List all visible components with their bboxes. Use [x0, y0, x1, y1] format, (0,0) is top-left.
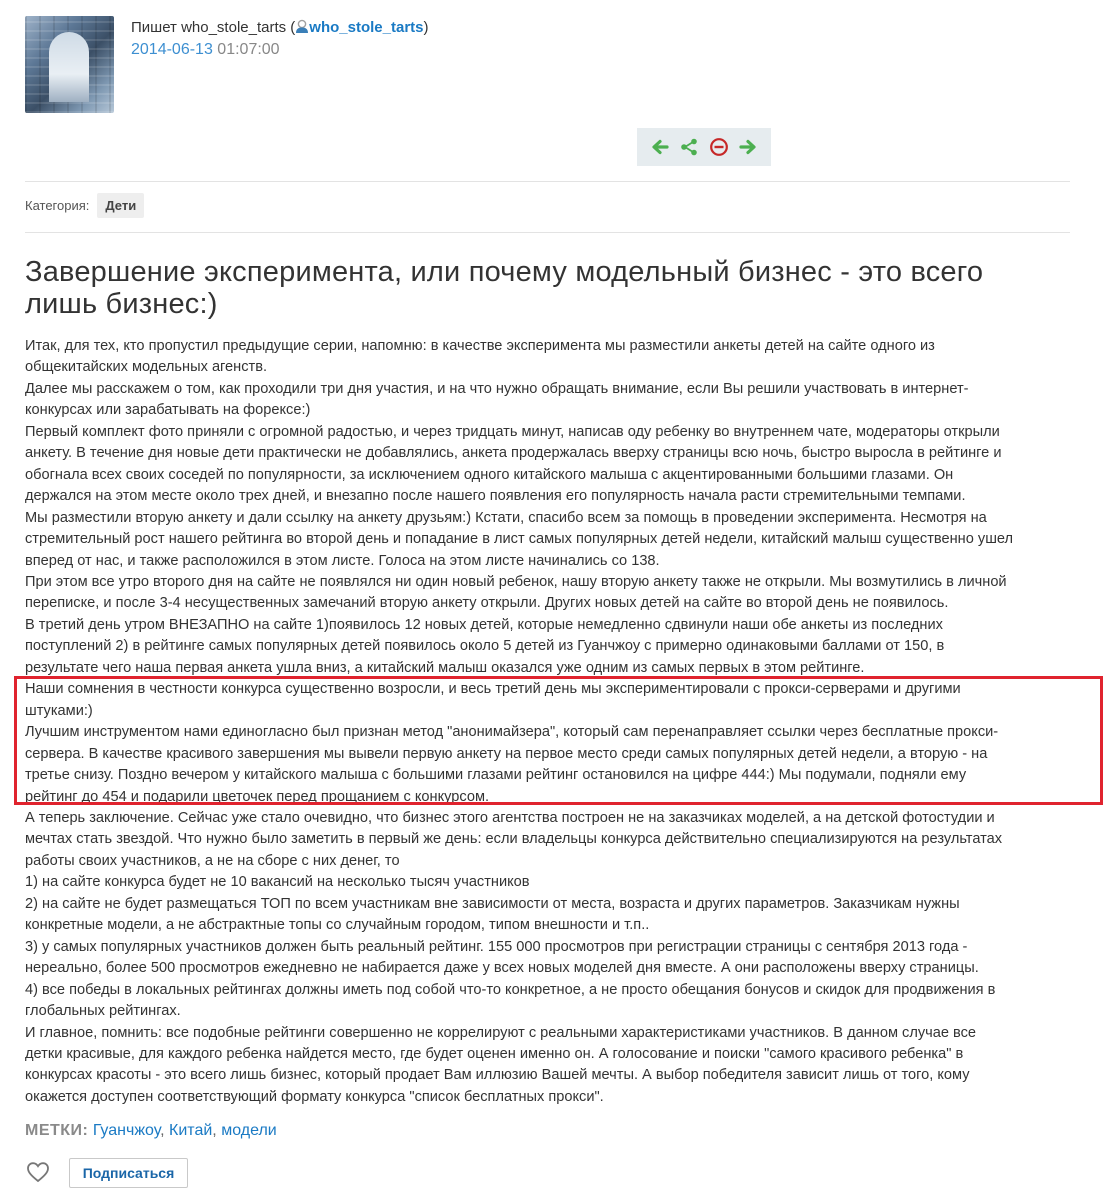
share-button[interactable] [678, 136, 700, 158]
next-entry-button[interactable] [737, 136, 759, 158]
post-body-line: В третий день утром ВНЕЗАПНО на сайте 1)появилось 12 новых детей, которые немедленно сдвинули наши обе анкеты из последних [25, 616, 943, 633]
author-link[interactable]: who_stole_tarts [309, 19, 424, 36]
share-icon [679, 137, 699, 157]
post-body-line: общекитайских модельных агенств. [25, 359, 268, 376]
post-body-line: конкурсах или зарабатывать на форексе:) [25, 402, 311, 419]
divider-category [25, 232, 1070, 233]
block-button[interactable] [708, 136, 730, 158]
post-body-line: При этом все утро второго дня на сайте не появлялся ни один новый ребенок, нашу вторую анкету также не открыли. Мы возмутились в личной [25, 573, 1007, 590]
post-body-line: нереально, более 500 просмотров ежедневно не набирается даже у всех новых моделей дня вместе. А они расположены вверху страницы. [25, 960, 979, 977]
byline [131, 19, 429, 36]
block-icon [709, 137, 729, 157]
prev-icon [650, 137, 670, 157]
user-icon[interactable] [295, 19, 309, 34]
post-body-line: третье снизу. Поздно вечером у китайского малыша с большими глазами рейтинг остановился на цифре 444:) Мы подумали, подняли ему [25, 767, 967, 784]
post-body [25, 336, 1085, 1108]
post-body-line: Первый комплект фото приняли с огромной радостью, и через тридцать минут, написав оду ребенку во внутреннем чате, модераторы открыли [25, 423, 1000, 440]
post-body-line: вперед от нас, и также расположился в этом листе. Голоса на этом листе начинались со 138. [25, 552, 660, 569]
post-body-line: Мы разместили вторую анкету и дали ссылку на анкету друзьям:) Кстати, спасибо всем за помощь в проведении эксперимента. Несмотря на [25, 509, 987, 526]
avatar-arch [49, 32, 89, 102]
post-body-line: конкретные модели, а не абстрактные топы со случайным городом, типом внешности и т.п.. [25, 917, 650, 934]
post-title-line-1: Завершение эксперимента, или почему модельный бизнес - это всего [25, 256, 984, 288]
subscribe-button[interactable]: Подписаться [69, 1158, 188, 1188]
post-datetime [131, 41, 280, 59]
post-date[interactable]: 2014-06-13 [131, 41, 213, 58]
post-body-line: А теперь заключение. Сейчас уже стало очевидно, что бизнес этого агентства построен не на заказчиках моделей, а на детской фотостудии и [25, 809, 995, 826]
post-body-line: Далее мы расскажем о том, как проходили три дня участия, и на что нужно обращать внимание, если Вы решили участвовать в интернет- [25, 380, 969, 397]
post-title-line-2: лишь бизнес:) [25, 288, 218, 320]
post-body-line: мечтах стать звездой. Что нужно было заметить в первый же день: если владельцы конкурса действительно специализируются на результатах [25, 831, 1003, 848]
category-row [25, 193, 144, 218]
post-title [25, 256, 1085, 320]
post-body-line: 3) у самых популярных участников должен быть реальный рейтинг. 155 000 просмотров при регистрации страницы с сентября 2013 года - [25, 938, 968, 955]
post-body-line: поступлений 2) в рейтинге самых популярных детей появилось около 5 детей из Гуанчжоу с примерно одинаковыми баллами от 150, в [25, 638, 945, 655]
tag-separator: , [160, 1122, 165, 1139]
post-body-line: переписке, и после 3-4 несущественных замечаний вторую анкету открыли. Других новых детей на сайте во второй день не появилось. [25, 595, 949, 612]
post-body-line: держался на этом месте около трех дней, и внезапно после нашего появления его популярность начала расти стремительными темпами. [25, 488, 966, 505]
post-body-line: 4) все победы в локальных рейтингах должны иметь под собой что-то конкретное, а не просто обещания бонусов и скидок для продвижения в [25, 981, 996, 998]
post-body-line: анкету. В течение дня новые дети практически не добавлялись, анкета продержалась вверху страницы всю ночь, быстро выросла в рейтинге и [25, 445, 1002, 462]
byline-prefix: Пишет who_stole_tarts ( [131, 19, 296, 36]
post-body-line: детки красивые, для каждого ребенка найдется место, где будет оценен именно он. А голосование и поиски "самого красивого ребенка" в [25, 1045, 964, 1062]
post-body-line: Итак, для тех, кто пропустил предыдущие серии, напомню: в качестве эксперимента мы разместили анкеты детей на сайте одного из [25, 338, 935, 354]
tags-label: МЕТКИ: [25, 1122, 89, 1139]
tag-models[interactable]: модели [221, 1122, 277, 1139]
post-body-line: сервера. В качестве красивого завершения мы вывели первую анкету на первое место среди самых популярных детей недели, а вторую - на [25, 745, 988, 762]
tag-china[interactable]: Китай [169, 1122, 213, 1139]
tag-guangzhou[interactable]: Гуанчжоу [92, 1122, 161, 1139]
post-body-line: стремительный рост нашего рейтинга во второй день и попадание в лист самых популярных детей недели, китайский малыш существенно ушел [25, 531, 1014, 548]
post-body-line: глобальных рейтингах. [25, 1003, 181, 1020]
post-body-line: 2) на сайте не будет размещаться ТОП по всем участникам вне зависимости от места, возраста и других параметров. Заказчикам нужны [25, 895, 960, 912]
post-body-line: результате чего наша первая анкета ушла вниз, а китайский малыш оказался уже одним из самых первых в этом рейтинге. [25, 659, 865, 676]
post-body-line: конкурсах красоты - это всего лишь бизнес, который продает Вам иллюзию Вашей мечты. А выбор победителя зависит лишь от того, кому [25, 1067, 970, 1084]
tag-separator: , [212, 1122, 217, 1139]
post-body-line: Наши сомнения в честности конкурса существенно возросли, и весь третий день мы экспериментировали с прокси-серверами и другими [25, 681, 961, 698]
byline-suffix: ) [423, 19, 429, 36]
post-body-line: рейтинг до 454 и подарили цветочек перед прощанием с конкурсом. [25, 788, 490, 805]
post-body-line: 1) на сайте конкурса будет не 10 вакансий на несколько тысяч участников [25, 874, 530, 891]
category-tag[interactable]: Дети [97, 193, 144, 218]
entry-toolbar [637, 128, 771, 166]
post-body-line: Лучшим инструментом нами единогласно был признан метод "анонимайзера", который сам перенаправляет ссылки через бесплатные прокси- [25, 724, 999, 741]
post-body-line: окажется доступен соответствующий формату конкурса "список бесплатных прокси". [25, 1088, 604, 1105]
category-label: Категория: [25, 198, 90, 213]
divider-top [25, 181, 1070, 182]
post-body-line: обогнала всех своих соседей по популярности, за исключением одного китайского малыша с акцентированными большими глазами. Он [25, 466, 954, 483]
heart-icon[interactable] [26, 1161, 50, 1183]
post-time: 01:07:00 [217, 41, 280, 58]
tags-row [25, 1122, 277, 1140]
post-body-line: штуками:) [25, 702, 93, 719]
prev-entry-button[interactable] [649, 136, 671, 158]
post-body-line: И главное, помнить: все подобные рейтинги совершенно не коррелируют с реальными характеристиками участников. В данном случае все [25, 1024, 977, 1041]
post-body-line: работы своих участников, а не на сборе с них денег, то [25, 852, 400, 869]
author-avatar[interactable] [25, 16, 114, 113]
next-icon [738, 137, 758, 157]
